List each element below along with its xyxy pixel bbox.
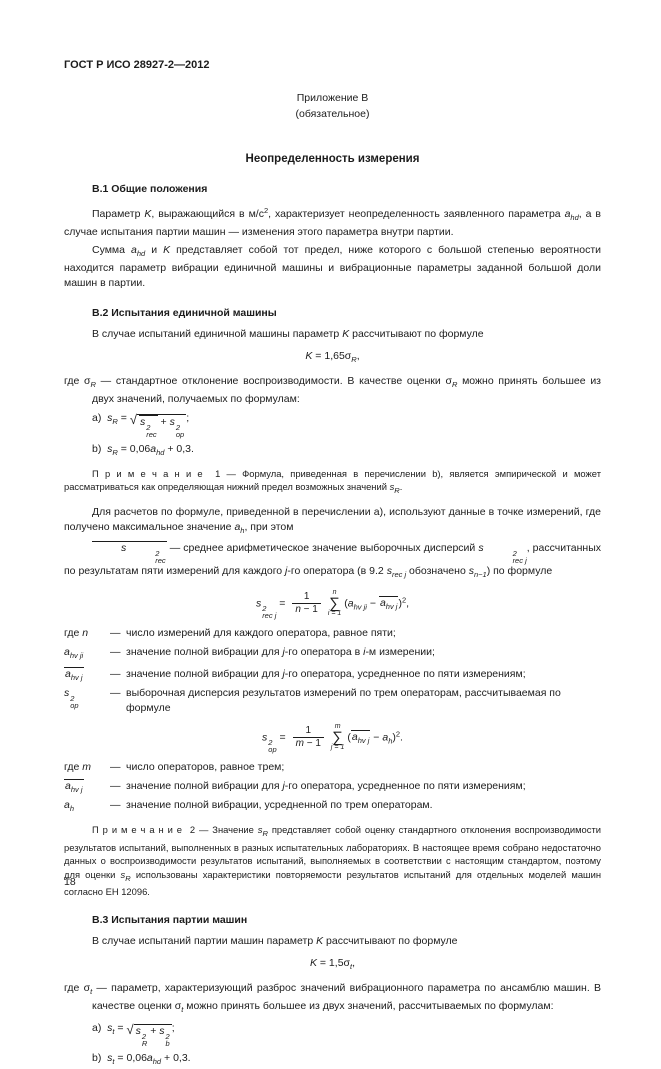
definition-term: $a_h$ bbox=[64, 799, 75, 814]
definition-dash: — bbox=[110, 761, 121, 774]
definition-text: значение полной вибрации, усредненной по трем операторам. bbox=[126, 799, 433, 812]
definition-dash: — bbox=[110, 687, 121, 700]
annex-block bbox=[64, 90, 601, 122]
formula-k-batch: $K = 1,5\sigma_t$, bbox=[309, 957, 356, 972]
definition-row bbox=[64, 686, 601, 716]
definition-row bbox=[64, 667, 601, 682]
definition-text: значение полной вибрации для j-го оператора, усредненное по пяти измерениям; bbox=[126, 668, 526, 681]
definition-term: где m bbox=[64, 761, 91, 774]
b3-item-b: b) $s_t = 0,06a_{hd} + 0,3$. bbox=[92, 1052, 191, 1067]
definition-dash: — bbox=[110, 780, 121, 793]
note-1: П р и м е ч а н и е 1 — Формула, приведенная в перечислении b), является эмпирической и может рассматриваться как определяющая нижний предел возможных значений $s_R$. bbox=[64, 468, 601, 496]
b2-calc-paragraph: Для расчетов по формуле, приведенной в перечислении а), используют данные в точке измерений, где получено максимальное значение $a_h$, при этом bbox=[64, 505, 601, 535]
annex-kind: (обязательное) bbox=[295, 108, 370, 120]
section-b3-heading: В.3 Испытания партии машин bbox=[92, 914, 248, 927]
definition-list-1 bbox=[64, 626, 601, 716]
definition-dash: — bbox=[110, 627, 121, 640]
definition-term: $a_{hv j}$ bbox=[65, 668, 83, 683]
page-title: Неопределенность измерения bbox=[245, 153, 420, 165]
definition-term: s 2 op bbox=[64, 687, 79, 711]
formula-sop: s 2 op = $\frac{1}{m - 1}$ m ∑ j = 1 $(a_{hv j} - a_h)^2$. bbox=[262, 723, 403, 755]
b3-intro: В случае испытаний партии машин параметр K рассчитывают по формуле bbox=[92, 935, 458, 948]
definition-dash: — bbox=[110, 646, 121, 659]
definition-term: где n bbox=[64, 627, 89, 640]
definition-text: выборочная дисперсия результатов измерений по трем операторам, рассчитываемая по формуле bbox=[126, 687, 561, 715]
definition-row bbox=[64, 645, 601, 663]
definition-list-2 bbox=[64, 760, 601, 816]
b1-paragraph-1: Параметр K, выражающийся в $м/с^2$, характеризует неопределенность заявленного параметра $a_{hd}$, а в случае испытания партии машин — изменения этого параметра внутри партии. bbox=[64, 206, 601, 238]
document-header: ГОСТ Р ИСО 28927-2—2012 bbox=[64, 59, 210, 71]
formula-srec: s 2 rec j = $\frac{1}{n - 1}$ n ∑ i = 1 $(a_{hv ji} - a_{hv j})^2$, bbox=[255, 588, 410, 621]
b1-paragraph-2: Сумма $a_{hd}$ и K представляет собой тот предел, ниже которого с большой степенью вероятности находится параметр вибрации единичной машины и вибрационные параметры заданной большой доли машин в партии. bbox=[64, 244, 601, 289]
b2-where-clause: где $\sigma_R$ — стандартное отклонение воспроизводимости. В качестве оценки $\sigma_R$ можно принять большее из двух значений, получаемых по формулам: bbox=[64, 375, 601, 405]
definition-row bbox=[64, 779, 601, 794]
definition-row bbox=[64, 798, 601, 816]
definition-term: $a_{hv j}$ bbox=[65, 780, 83, 795]
definition-text: значение полной вибрации для j-го оператора, усредненное по пяти измерениям; bbox=[126, 780, 526, 793]
page-number: 18 bbox=[64, 876, 76, 888]
b3-item-a: a) $s_t$ = √ s 2 R + s 2 b ; bbox=[92, 1022, 175, 1049]
definition-text: число измерений для каждого оператора, равное пяти; bbox=[126, 627, 396, 640]
formula-k-single-machine: $K = 1,65\sigma_R$, bbox=[305, 350, 360, 364]
definition-text: значение полной вибрации для j-го оператора в i-м измерении; bbox=[126, 646, 435, 659]
b2-intro: В случае испытаний единичной машины параметр K рассчитывают по формуле bbox=[92, 328, 484, 340]
definition-term: $a_{hv ji}$ bbox=[64, 646, 84, 661]
definition-row bbox=[64, 760, 601, 775]
b2-item-b: b) $s_R = 0,06a_{hd} + 0,3$. bbox=[92, 443, 194, 457]
b3-formula-list bbox=[92, 1021, 601, 1069]
b3-where-clause: где $\sigma_t$ — параметр, характеризующий разброс значений вибрационного параметра по ансамблю машин. В качестве оценки $\sigma_t$ можно принять большее из двух значений, рассчитываемых по формулам: bbox=[64, 982, 601, 1015]
definition-dash: — bbox=[110, 799, 121, 812]
b2-srec-paragraph: s 2 rec — среднее арифметическое значение выборочных дисперсий s 2 rec j , рассчитанных по результатам пяти измерений для каждого j-го оператора (в 9.2 $s_{rec j}$ обозначено $s_{n-1}$) по формуле bbox=[64, 541, 602, 579]
definition-text: число операторов, равное трем; bbox=[126, 761, 285, 774]
section-b2-heading: В.2 Испытания единичной машины bbox=[92, 307, 277, 319]
annex-label: Приложение В bbox=[296, 92, 369, 104]
b2-formula-list bbox=[92, 411, 601, 460]
definition-row bbox=[64, 626, 601, 641]
definition-dash: — bbox=[110, 668, 121, 681]
b2-item-a: a) $s_R$ = √ s 2 rec + s 2 op ; bbox=[92, 412, 190, 439]
section-b1-heading: В.1 Общие положения bbox=[92, 183, 208, 195]
note-2: П р и м е ч а н и е 2 — Значение $s_R$ представляет собой оценку стандартного отклонения воспроизводимости результатов испытаний, выполненных в разных испытательных лабораториях. В настоящее время собрано недостаточно данных о воспроизводимости результатов испытаний, выполняемых в соответствии с настоящим стандартом, поэтому для оценки $s_R$ использованы характеристики повторяемости результатов испытаний для отдельных моделей машин согласно ЕН 12096. bbox=[64, 824, 601, 897]
